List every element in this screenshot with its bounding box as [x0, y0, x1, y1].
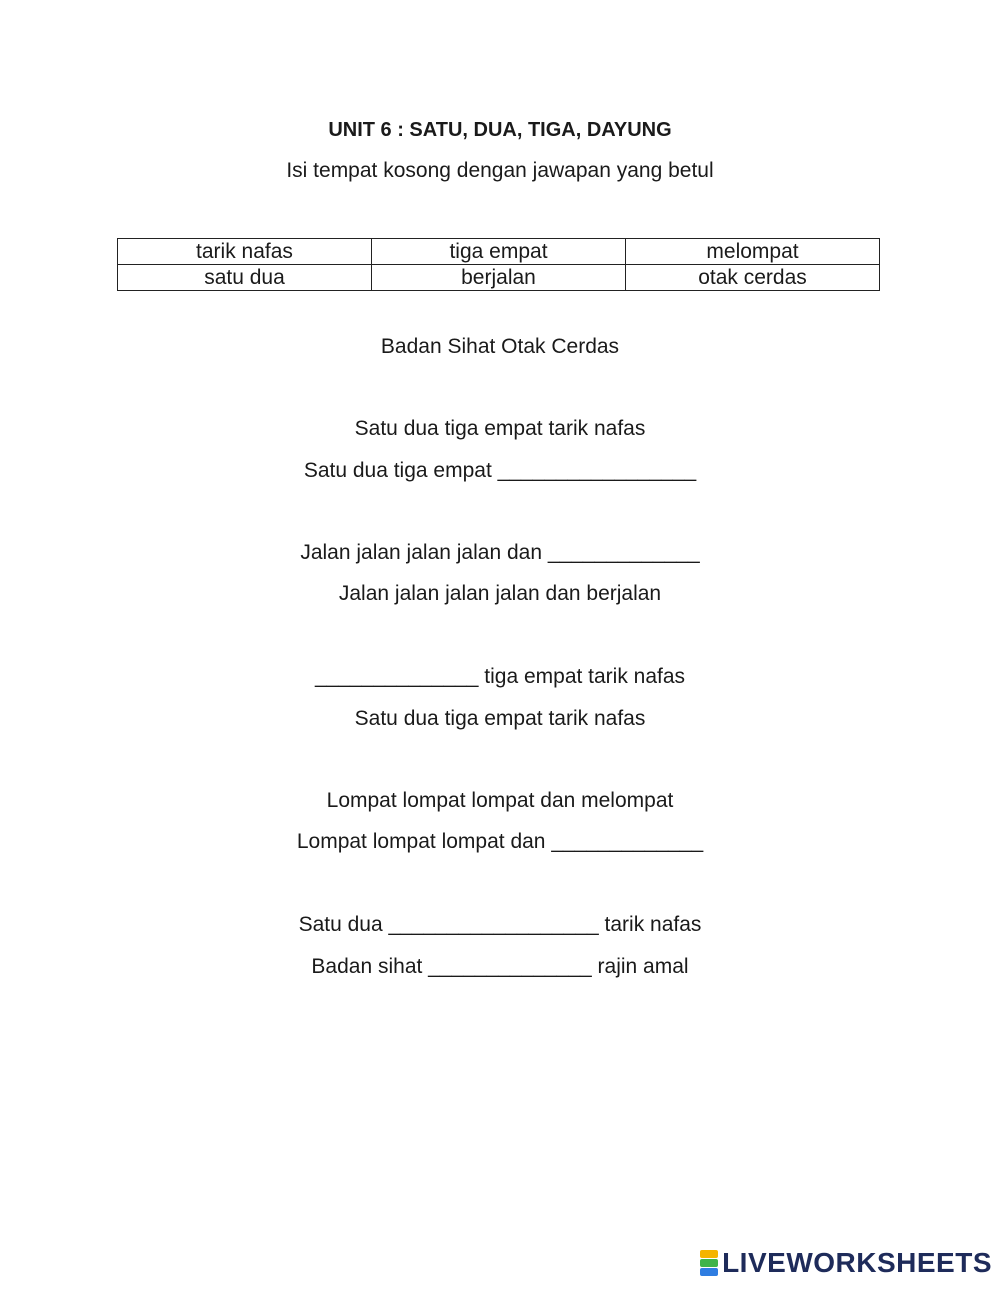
lyric-line-with-blank[interactable]: Jalan jalan jalan jalan dan _____________ — [300, 541, 700, 564]
logo-block-yellow — [700, 1250, 718, 1258]
lyric-line-with-blank[interactable]: Satu dua __________________ tarik nafas — [298, 913, 702, 936]
liveworksheets-brand: LIVEWORKSHEETS — [722, 1247, 992, 1278]
logo-block-green — [700, 1259, 718, 1267]
word-bank-cell: melompat — [626, 239, 880, 265]
worksheet-title: UNIT 6 : SATU, DUA, TIGA, DAYUNG — [328, 119, 672, 141]
word-bank-cell: berjalan — [372, 265, 626, 291]
lyric-line: Satu dua tiga empat tarik nafas — [354, 417, 646, 440]
lyric-line-with-blank[interactable]: Lompat lompat lompat dan _____________ — [296, 830, 704, 853]
liveworksheets-logo — [700, 1247, 992, 1279]
word-bank-cell: tarik nafas — [118, 239, 372, 265]
word-bank-row — [118, 265, 880, 291]
instruction-text: Isi tempat kosong dengan jawapan yang betul — [286, 159, 714, 182]
logo-block-blue — [700, 1268, 718, 1276]
lyric-line-with-blank[interactable]: Satu dua tiga empat _________________ — [303, 459, 697, 482]
liveworksheets-logo-icon — [700, 1250, 718, 1276]
word-bank-cell: otak cerdas — [626, 265, 880, 291]
lyric-line: Satu dua tiga empat tarik nafas — [354, 707, 646, 730]
word-bank-table — [117, 238, 880, 291]
word-bank-cell: satu dua — [118, 265, 372, 291]
lyric-line-with-blank[interactable]: ______________ tiga empat tarik nafas — [314, 665, 686, 688]
lyric-line-with-blank[interactable]: Badan sihat ______________ rajin amal — [311, 955, 689, 978]
word-bank-row — [118, 239, 880, 265]
lyric-line: Lompat lompat lompat dan melompat — [326, 789, 674, 812]
song-title: Badan Sihat Otak Cerdas — [380, 335, 620, 358]
word-bank-cell: tiga empat — [372, 239, 626, 265]
lyric-line: Jalan jalan jalan jalan dan berjalan — [338, 582, 662, 605]
